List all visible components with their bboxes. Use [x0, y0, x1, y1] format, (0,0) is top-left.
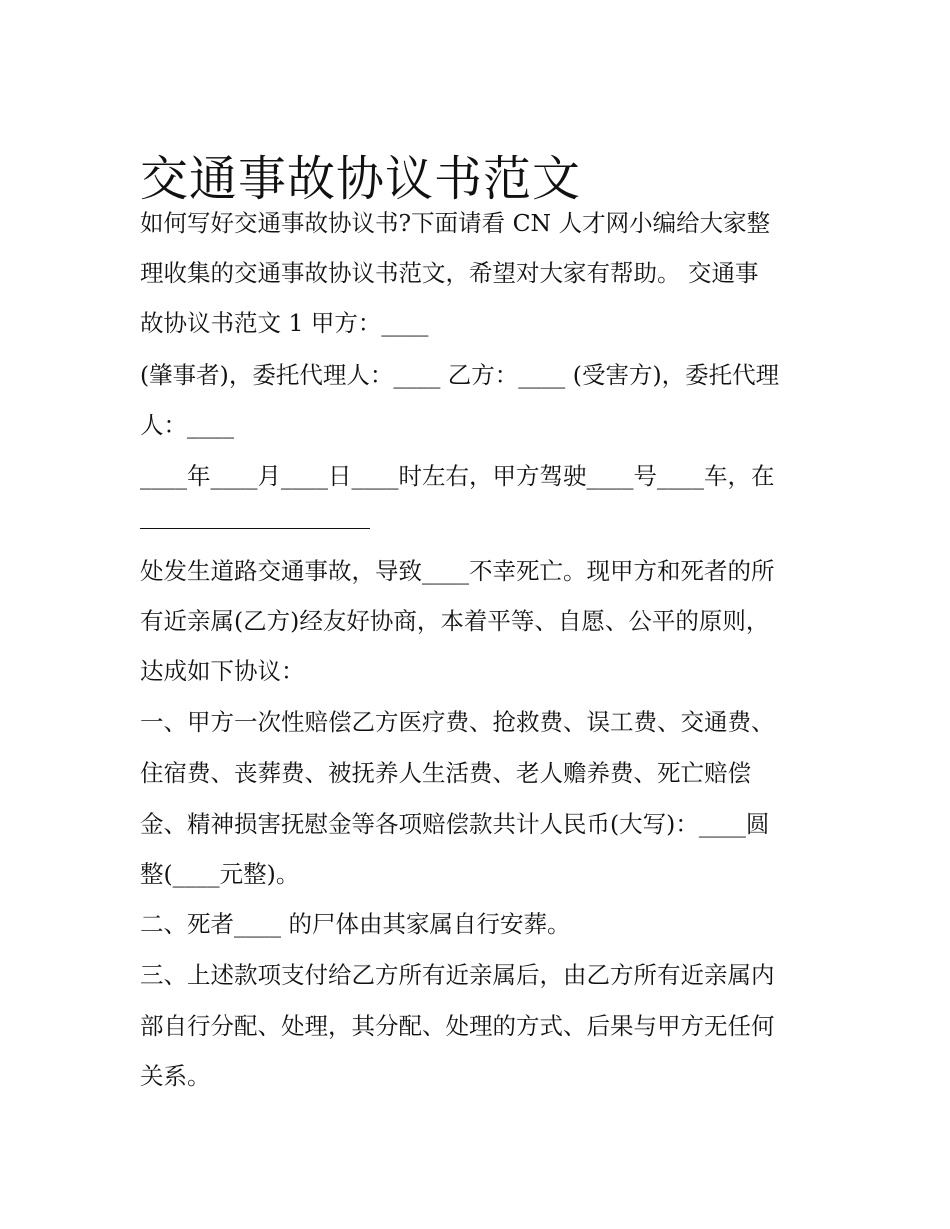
body-line: (肇事者)，委托代理人：____ 乙方：____ (受害方)，委托代理 — [140, 361, 780, 389]
body-line: 关系。 — [140, 1062, 211, 1090]
body-line: 人：____ — [140, 411, 234, 439]
body-line: 住宿费、丧葬费、被抚养人生活费、老人赡养费、死亡赔偿 — [140, 759, 751, 787]
body-line: 整(____元整)。 — [140, 860, 300, 888]
body-line: 如何写好交通事故协议书?下面请看 CN 人才网小编给大家整 — [140, 209, 771, 237]
body-line: 达成如下协议： — [140, 657, 305, 685]
body-line: 故协议书范文 1 甲方：____ — [140, 309, 429, 337]
body-line: 理收集的交通事故协议书范文，希望对大家有帮助。 交通事 — [140, 259, 759, 287]
body-line: 部自行分配、处理，其分配、处理的方式、后果与甲方无任何 — [140, 1012, 775, 1040]
body-line: 三、上述款项支付给乙方所有近亲属后，由乙方所有近亲属内 — [140, 961, 775, 989]
body-line: 有近亲属(乙方)经友好协商，本着平等、自愿、公平的原则， — [140, 607, 770, 635]
body-line: 二、死者____ 的尸体由其家属自行安葬。 — [140, 910, 571, 938]
blank-underline — [140, 528, 370, 529]
body-line: 一、甲方一次性赔偿乙方医疗费、抢救费、误工费、交通费、 — [140, 708, 775, 736]
document-title: 交通事故协议书范文 — [140, 151, 582, 208]
body-line: 处发生道路交通事故，导致____不幸死亡。现甲方和死者的所 — [140, 557, 775, 585]
body-line: 金、精神损害抚慰金等各项赔偿款共计人民币(大写)：____圆 — [140, 810, 770, 838]
body-line: ____年____月____日____时左右，甲方驾驶____号____车，在 — [140, 462, 775, 490]
